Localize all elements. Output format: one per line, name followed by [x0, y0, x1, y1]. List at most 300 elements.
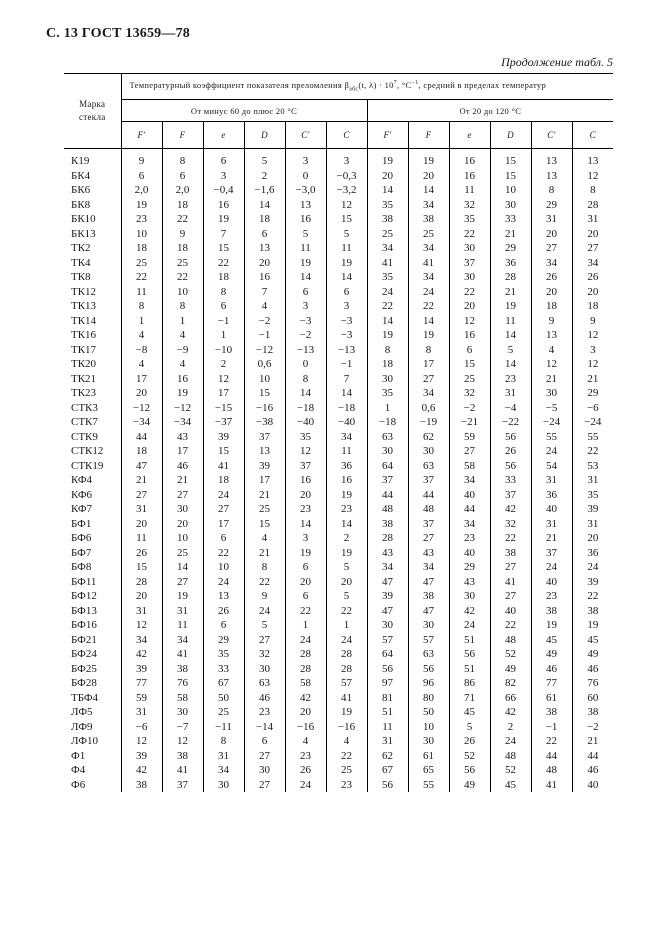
table-cell: 30 — [367, 372, 408, 387]
table-cell: 32 — [449, 198, 490, 213]
table-cell: 11 — [449, 183, 490, 198]
table-cell: 13 — [244, 241, 285, 256]
table-cell: 60 — [572, 691, 613, 706]
table-cell: 22 — [203, 256, 244, 271]
table-cell: 52 — [449, 749, 490, 764]
table-cell: −1 — [326, 357, 367, 372]
coef-header-text: Температурный коэффициент показателя преломления β — [129, 80, 350, 91]
table-cell: 6 — [285, 285, 326, 300]
table-cell: 56 — [367, 662, 408, 677]
table-cell: 15 — [490, 154, 531, 169]
table-cell: 11 — [162, 618, 203, 633]
table-cell: 6 — [121, 169, 162, 184]
table-row — [64, 357, 613, 372]
table-cell: 49 — [572, 647, 613, 662]
glass-grade: ЛФ9 — [71, 720, 93, 733]
table-cell: 11 — [326, 241, 367, 256]
table-cell: 15 — [244, 386, 285, 401]
table-cell: 19 — [162, 589, 203, 604]
table-cell: 20 — [285, 705, 326, 720]
table-cell: 8 — [203, 285, 244, 300]
table-cell: 76 — [572, 676, 613, 691]
table-cell: 29 — [203, 633, 244, 648]
table-cell: 9 — [572, 314, 613, 329]
table-cell: 14 — [326, 517, 367, 532]
table-cell: 8 — [203, 734, 244, 749]
table-cell: 14 — [408, 314, 449, 329]
table-row — [64, 705, 613, 720]
table-cell: 9 — [531, 314, 572, 329]
table-cell: 5 — [244, 154, 285, 169]
table-cell: 46 — [244, 691, 285, 706]
table-cell: 23 — [490, 372, 531, 387]
table-cell: −24 — [572, 415, 613, 430]
table-row — [64, 531, 613, 546]
table-cell: −16 — [285, 720, 326, 735]
table-cell: 19 — [162, 386, 203, 401]
table-cell: −1 — [531, 720, 572, 735]
table-row — [64, 169, 613, 184]
table-cell: 19 — [531, 618, 572, 633]
table-cell: 20 — [367, 169, 408, 184]
table-cell: 30 — [531, 386, 572, 401]
table-cell: 10 — [244, 372, 285, 387]
table-cell: 19 — [285, 256, 326, 271]
table-cell: 9 — [162, 227, 203, 242]
table-cell: 22 — [244, 575, 285, 590]
table-cell: 14 — [367, 314, 408, 329]
table-cell: 40 — [449, 546, 490, 561]
table-cell: 63 — [408, 647, 449, 662]
table-cell: −14 — [244, 720, 285, 735]
table-cell: 10 — [162, 531, 203, 546]
table-cell: 13 — [244, 444, 285, 459]
table-cell: 22 — [449, 227, 490, 242]
table-cell: 7 — [203, 227, 244, 242]
table-cell: 39 — [572, 575, 613, 590]
table-cell: 23 — [244, 705, 285, 720]
glass-grade: КФ4 — [71, 474, 93, 486]
table-cell: 20 — [572, 285, 613, 300]
table-cell: 25 — [408, 227, 449, 242]
table-cell: 3 — [572, 343, 613, 358]
table-row — [64, 575, 613, 590]
table-cell: 1 — [367, 401, 408, 416]
table-cell: 81 — [367, 691, 408, 706]
table-cell: 49 — [490, 662, 531, 677]
table-cell: 47 — [367, 604, 408, 619]
table-cell: 32 — [490, 517, 531, 532]
glass-grade: ЛФ10 — [71, 735, 99, 747]
column-header-10: C′ — [531, 122, 572, 149]
table-row — [64, 502, 613, 517]
table-cell: 38 — [490, 546, 531, 561]
table-cell: 28 — [121, 575, 162, 590]
table-cell: 37 — [449, 256, 490, 271]
table-cell: 33 — [490, 473, 531, 488]
table-cell: 16 — [449, 154, 490, 169]
table-cell: 20 — [162, 517, 203, 532]
table-cell: 2,0 — [121, 183, 162, 198]
table-cell: −16 — [326, 720, 367, 735]
table-cell: 31 — [572, 212, 613, 227]
table-row — [64, 386, 613, 401]
table-cell: −3 — [326, 328, 367, 343]
table-cell: −34 — [162, 415, 203, 430]
table-cell: 30 — [490, 198, 531, 213]
table-cell: 38 — [121, 778, 162, 793]
table-cell: 20 — [285, 575, 326, 590]
table-cell: 12 — [326, 198, 367, 213]
glass-grade: ТБФ4 — [71, 691, 99, 704]
glass-grade: БФ8 — [71, 561, 92, 573]
table-cell: 40 — [449, 488, 490, 503]
table-row — [64, 473, 613, 488]
table-cell: 12 — [449, 314, 490, 329]
table-cell: 65 — [408, 763, 449, 778]
table-cell: −13 — [285, 343, 326, 358]
table-cell: 18 — [121, 241, 162, 256]
table-cell: 16 — [285, 212, 326, 227]
table-cell: 11 — [285, 241, 326, 256]
table-cell: −37 — [203, 415, 244, 430]
table-cell: 15 — [121, 560, 162, 575]
table-cell: 12 — [162, 734, 203, 749]
table-cell: 31 — [162, 604, 203, 619]
table-row — [64, 183, 613, 198]
table-cell: 31 — [203, 749, 244, 764]
table-cell: 12 — [531, 357, 572, 372]
table-cell: 49 — [531, 647, 572, 662]
table-cell: 19 — [326, 488, 367, 503]
table-cell: 22 — [490, 618, 531, 633]
table-cell: 77 — [121, 676, 162, 691]
table-cell: 14 — [326, 386, 367, 401]
table-cell: −5 — [531, 401, 572, 416]
table-cell: 41 — [203, 459, 244, 474]
table-cell: 25 — [162, 546, 203, 561]
table-cell: 37 — [162, 778, 203, 793]
table-cell: −3 — [285, 314, 326, 329]
table-cell: 34 — [367, 560, 408, 575]
coef-header-mid: (t, λ) · 10 — [358, 80, 394, 91]
table-cell: 13 — [531, 154, 572, 169]
table-cell: 48 — [490, 749, 531, 764]
table-cell: 44 — [572, 749, 613, 764]
table-cell: 22 — [121, 270, 162, 285]
table-cell: −18 — [326, 401, 367, 416]
range-low-header: От минус 60 до плюс 20 °C — [121, 100, 367, 122]
table-cell: 57 — [367, 633, 408, 648]
table-cell: 15 — [490, 169, 531, 184]
glass-grade: БФ6 — [71, 532, 92, 544]
table-cell: 14 — [490, 328, 531, 343]
table-cell: 30 — [408, 734, 449, 749]
table-cell: 6 — [203, 299, 244, 314]
table-cell: 37 — [531, 546, 572, 561]
table-cell: 21 — [244, 546, 285, 561]
table-cell: 40 — [531, 502, 572, 517]
table-cell: 26 — [490, 444, 531, 459]
table-cell: 41 — [326, 691, 367, 706]
table-cell: 7 — [326, 372, 367, 387]
table-cell: 76 — [162, 676, 203, 691]
table-cell: 29 — [531, 198, 572, 213]
table-cell: 49 — [449, 778, 490, 793]
table-cell: 16 — [449, 328, 490, 343]
table-cell: 2 — [490, 720, 531, 735]
table-cell: 36 — [572, 546, 613, 561]
table-row — [64, 444, 613, 459]
table-cell: −4 — [490, 401, 531, 416]
glass-grade: БФ25 — [71, 662, 97, 675]
table-row — [64, 691, 613, 706]
table-cell: 37 — [490, 488, 531, 503]
glass-grade: СТК3 — [71, 401, 98, 414]
glass-grade: ТК14 — [71, 314, 97, 327]
table-cell: 14 — [285, 386, 326, 401]
column-header-8: e — [449, 122, 490, 149]
column-header-2: e — [203, 122, 244, 149]
glass-grade: ТК23 — [71, 387, 97, 399]
table-cell: 25 — [449, 372, 490, 387]
table-cell: 7 — [244, 285, 285, 300]
table-cell: 64 — [367, 647, 408, 662]
table-cell: 14 — [490, 357, 531, 372]
table-cell: 4 — [326, 734, 367, 749]
table-cell: 45 — [490, 778, 531, 793]
table-cell: 62 — [367, 749, 408, 764]
table-cell: 5 — [326, 589, 367, 604]
table-cell: 18 — [121, 444, 162, 459]
table-cell: 26 — [449, 734, 490, 749]
table-cell: 35 — [203, 647, 244, 662]
page-header: С. 13 ГОСТ 13659—78 — [46, 26, 190, 41]
table-cell: −2 — [244, 314, 285, 329]
table-cell: 14 — [326, 270, 367, 285]
table-cell: 42 — [490, 705, 531, 720]
table-cell: 21 — [531, 372, 572, 387]
glass-grade: Ф6 — [71, 778, 86, 791]
table-cell: 24 — [572, 560, 613, 575]
table-row — [64, 517, 613, 532]
table-row — [64, 212, 613, 227]
table-cell: 34 — [162, 633, 203, 648]
glass-grade: Ф4 — [71, 764, 86, 776]
table-cell: 55 — [531, 430, 572, 445]
table-cell: 40 — [572, 778, 613, 793]
table-cell: 34 — [408, 386, 449, 401]
table-cell: 38 — [367, 517, 408, 532]
table-cell: 30 — [367, 618, 408, 633]
table-cell: 20 — [121, 386, 162, 401]
table-cell: 29 — [572, 386, 613, 401]
table-row — [64, 763, 613, 778]
table-cell: 24 — [203, 488, 244, 503]
table-cell: 52 — [490, 763, 531, 778]
table-cell: 18 — [244, 212, 285, 227]
table-cell: 23 — [121, 212, 162, 227]
table-cell: −1 — [203, 314, 244, 329]
table-cell: −0,3 — [326, 169, 367, 184]
table-cell: −8 — [121, 343, 162, 358]
table-cell: 27 — [572, 241, 613, 256]
table-cell: 3 — [326, 154, 367, 169]
table-cell: 13 — [285, 198, 326, 213]
table-cell: 6 — [285, 589, 326, 604]
column-header-1: F — [162, 122, 203, 149]
table-cell: 53 — [572, 459, 613, 474]
table-cell: 5 — [326, 560, 367, 575]
glass-grade: БК4 — [71, 169, 91, 182]
table-cell: 42 — [449, 604, 490, 619]
table-cell: 37 — [367, 473, 408, 488]
table-cell: 24 — [326, 633, 367, 648]
table-cell: −18 — [285, 401, 326, 416]
table-cell: 11 — [367, 720, 408, 735]
table-cell: 56 — [449, 647, 490, 662]
table-cell: 25 — [162, 256, 203, 271]
table-cell: 31 — [531, 212, 572, 227]
table-cell: −1 — [244, 328, 285, 343]
table-cell: 24 — [408, 285, 449, 300]
table-cell: 11 — [121, 285, 162, 300]
table-cell: 43 — [449, 575, 490, 590]
table-cell: 39 — [203, 430, 244, 445]
table-cell: 51 — [367, 705, 408, 720]
table-cell: 3 — [285, 299, 326, 314]
glass-grade: ТК8 — [71, 271, 91, 283]
table-cell: −40 — [285, 415, 326, 430]
table-row — [64, 430, 613, 445]
table-cell: 22 — [203, 546, 244, 561]
table-cell: 30 — [162, 705, 203, 720]
table-cell: 2 — [203, 357, 244, 372]
table-cell: 47 — [121, 459, 162, 474]
table-cell: 0 — [285, 357, 326, 372]
table-cell: 23 — [285, 749, 326, 764]
table-cell: 20 — [326, 575, 367, 590]
glass-grade: СТК12 — [71, 445, 104, 457]
glass-grade: ТК20 — [71, 358, 97, 370]
table-cell: 39 — [121, 749, 162, 764]
table-cell: 51 — [449, 633, 490, 648]
table-cell: 28 — [326, 662, 367, 677]
table-cell: 31 — [490, 386, 531, 401]
table-cell: 34 — [531, 256, 572, 271]
table-cell: 1 — [121, 314, 162, 329]
table-cell: 11 — [326, 444, 367, 459]
table-row — [64, 401, 613, 416]
table-cell: 4 — [531, 343, 572, 358]
table-cell: 45 — [572, 633, 613, 648]
table-cell: 19 — [408, 328, 449, 343]
table-cell: 63 — [408, 459, 449, 474]
table-cell: 6 — [244, 734, 285, 749]
table-cell: 4 — [162, 357, 203, 372]
table-cell: 56 — [490, 430, 531, 445]
table-cell: −0,4 — [203, 183, 244, 198]
table-cell: 48 — [408, 502, 449, 517]
marka-header — [64, 74, 121, 149]
table-cell: 8 — [244, 560, 285, 575]
table-cell: 29 — [449, 560, 490, 575]
table-cell: 4 — [162, 328, 203, 343]
table-cell: 97 — [367, 676, 408, 691]
table-cell: 42 — [121, 763, 162, 778]
table-cell: 28 — [490, 270, 531, 285]
table-row — [64, 241, 613, 256]
table-cell: 56 — [408, 662, 449, 677]
table-cell: 42 — [121, 647, 162, 662]
table-cell: 18 — [162, 198, 203, 213]
table-cell: 27 — [244, 749, 285, 764]
table-cell: −3,0 — [285, 183, 326, 198]
marka-header-line2: стекла — [78, 112, 106, 122]
table-cell: 43 — [408, 546, 449, 561]
table-cell: −38 — [244, 415, 285, 430]
glass-grade: СТК19 — [71, 459, 104, 472]
table-cell: −10 — [203, 343, 244, 358]
column-header-4: C′ — [285, 122, 326, 149]
table-cell: 80 — [408, 691, 449, 706]
table-cell: 14 — [285, 270, 326, 285]
table-cell: 15 — [326, 212, 367, 227]
table-cell: 56 — [490, 459, 531, 474]
table-cell: 27 — [162, 488, 203, 503]
table-cell: 5 — [326, 227, 367, 242]
table-cell: 59 — [449, 430, 490, 445]
table-cell: 21 — [490, 227, 531, 242]
table-cell: 22 — [162, 212, 203, 227]
table-cell: 22 — [285, 604, 326, 619]
table-cell: 27 — [449, 444, 490, 459]
table-cell: 44 — [121, 430, 162, 445]
table-cell: −13 — [326, 343, 367, 358]
table-cell: 62 — [408, 430, 449, 445]
glass-grade: БФ7 — [71, 546, 92, 559]
table-cell: 22 — [162, 270, 203, 285]
table-cell: −6 — [572, 401, 613, 416]
table-cell: 52 — [490, 647, 531, 662]
table-cell: 13 — [531, 169, 572, 184]
glass-grade: БФ16 — [71, 619, 97, 631]
table-cell: 19 — [326, 705, 367, 720]
table-cell: 3 — [285, 531, 326, 546]
table-cell: 56 — [367, 778, 408, 793]
table-cell: 37 — [408, 473, 449, 488]
table-cell: 57 — [326, 676, 367, 691]
glass-grade: БФ12 — [71, 590, 97, 602]
table-cell: 11 — [490, 314, 531, 329]
table-cell: 20 — [572, 227, 613, 242]
table-cell: 14 — [367, 183, 408, 198]
table-cell: 41 — [408, 256, 449, 271]
table-cell: 25 — [121, 256, 162, 271]
table-cell: 26 — [572, 270, 613, 285]
column-header-3: D — [244, 122, 285, 149]
table-cell: 41 — [531, 778, 572, 793]
table-cell: −3,2 — [326, 183, 367, 198]
table-cell: 40 — [531, 575, 572, 590]
table-cell: 18 — [203, 473, 244, 488]
table-cell: 12 — [121, 618, 162, 633]
table-cell: 16 — [449, 169, 490, 184]
table-cell: 36 — [531, 488, 572, 503]
table-cell: 19 — [203, 212, 244, 227]
table-cell: 38 — [162, 749, 203, 764]
table-cell: 10 — [162, 285, 203, 300]
